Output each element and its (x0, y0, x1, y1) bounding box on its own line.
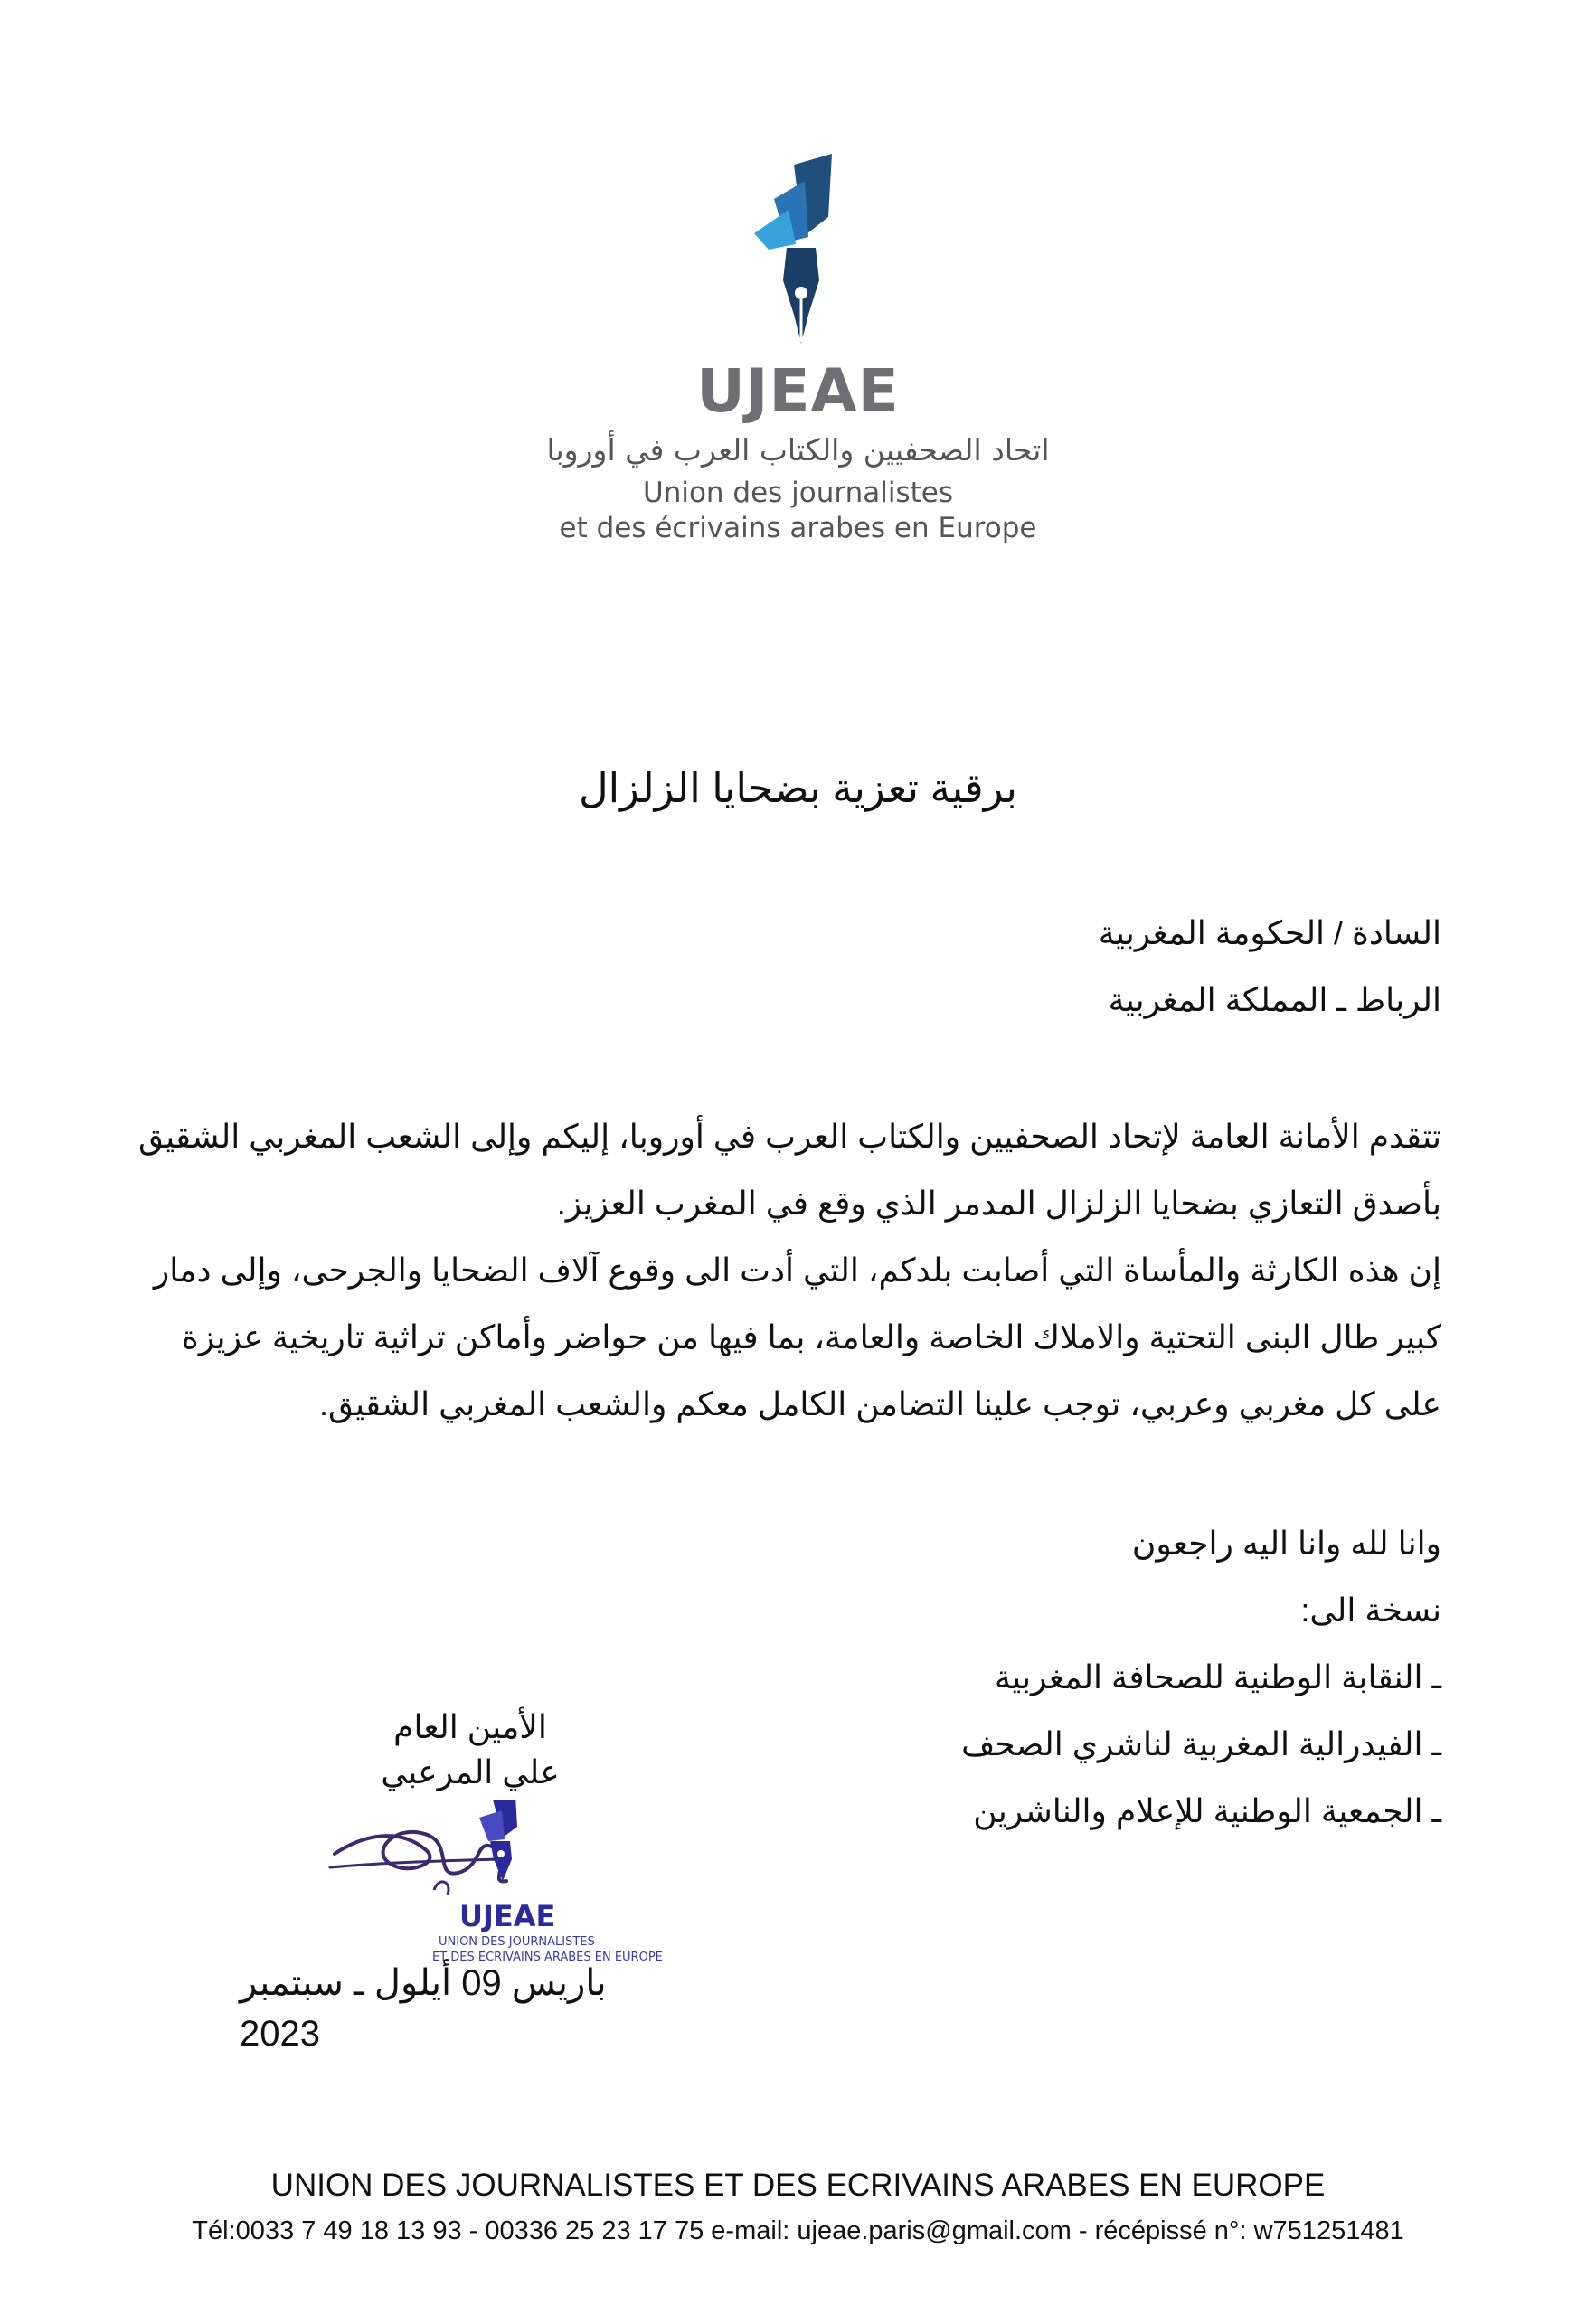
letter-body (138, 1103, 1441, 1438)
letter-date: باريس 09 أيلول ـ سبتمبر 2023 (240, 1963, 607, 2054)
recipient-block (628, 900, 1441, 1034)
copy-to-item: ـ النقابة الوطنية للصحافة المغربية (994, 1658, 1441, 1696)
body-line: بأصدق التعازي بضحايا الزلزال المدمر الذي وقع في المغرب العزيز. (556, 1185, 1441, 1222)
footer-contact: Tél:0033 7 49 18 13 93 - 00336 25 23 17 75 e-mail: ujeae.paris@gmail.com - récépissé n°: w751251481 (192, 2216, 1404, 2245)
footer-org-name: UNION DES JOURNALISTES ET DES ECRIVAINS ARABES EN EUROPE (270, 2168, 1326, 2203)
signatory-name: علي المرعبي (381, 1753, 560, 1791)
body-line: تتقدم الأمانة العامة لإتحاد الصحفيين والكتاب العرب في أوروبا، إليكم وإلى الشعب المغربي الشقيق (138, 1118, 1441, 1155)
body-line: إن هذه الكارثة والمأساة التي أصابت بلدكم، التي أدت الى وقوع آلاف الضحايا والجرحى، وإلى دمار (153, 1252, 1441, 1289)
stamp-logo-name: UJEAE (459, 1899, 556, 1933)
copy-to-label: نسخة الى: (1300, 1592, 1441, 1629)
closing-block (628, 1510, 1441, 1845)
letter-title: برقية تعزية بضحايا الزلزال (578, 765, 1018, 811)
closing-phrase: وانا لله وانا اليه راجعون (1131, 1525, 1441, 1562)
stamp-text-line1: UNION DES JOURNALISTES (439, 1935, 595, 1949)
logo-french-name-line1: Union des journalistes (643, 477, 953, 509)
recipient-line: السادة / الحكومة المغربية (1098, 914, 1441, 951)
header-logo-block (0, 154, 1596, 561)
body-line: على كل مغربي وعربي، توجب علينا التضامن الكامل معكم والشعب المغربي الشقيق. (318, 1385, 1441, 1422)
stamp-text-line2: ET DES ECRIVAINS ARABES EN EUROPE (432, 1951, 663, 1964)
copy-to-item: ـ الجمعية الوطنية للإعلام والناشرين (973, 1792, 1441, 1829)
logo-arabic-name: اتحاد الصحفيين والكتاب العرب في أوروبا (546, 432, 1050, 468)
pen-nib-logo-icon (741, 154, 850, 357)
signature-block (353, 1705, 588, 1795)
recipient-line: الرباط ـ المملكة المغربية (1108, 981, 1441, 1018)
logo-name: UJEAE (696, 356, 900, 426)
signatory-role: الأمين العام (393, 1708, 547, 1745)
copy-to-item: ـ الفيدرالية المغربية لناشري الصحف (961, 1725, 1441, 1762)
body-line: كبير طال البنى التحتية والاملاك الخاصة والعامة، بما فيها من حواضر وأماكن تراثية تاريخية عزيزة (181, 1318, 1441, 1356)
logo-french-name-line2: et des écrivains arabes en Europe (559, 512, 1037, 544)
